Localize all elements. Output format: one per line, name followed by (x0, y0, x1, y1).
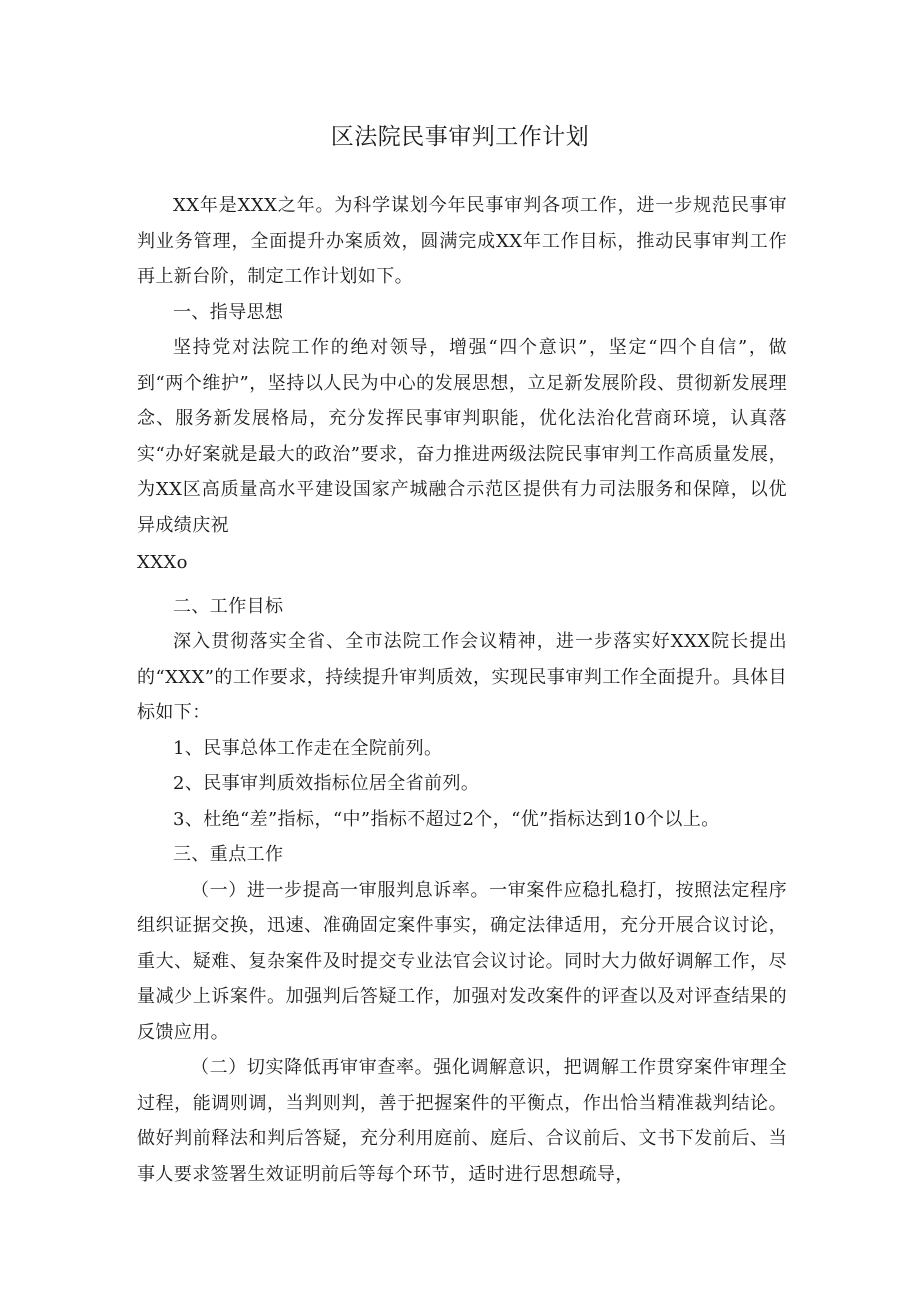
goal-item-3: 3、杜绝“差”指标，“中”指标不超过2个，“优”指标达到10个以上。 (173, 808, 720, 830)
section-heading-guiding: 一、指导思想 (173, 301, 284, 323)
section-heading-key-work: 三、重点工作 (173, 844, 284, 865)
key-work-item-2: （二）切实降低再审审查率。强化调解意识，把调解工作贯穿案件审理全过程，能调则调，当判则判，善于把握案件的平衡点，作出恰当精准裁判结论。做好判前释法和判后答疑，充分利用庭前、庭后、合议前后、文书下发前后、当事人要求签署生效证明前后等每个环节，适时进行思想疏导， (137, 1057, 787, 1185)
intro-paragraph: XX年是XXX之年。为科学谋划今年民事审判各项工作，进一步规范民事审判业务管理，全面提升办案质效，圆满完成XX年工作目标，推动民事审判工作再上新台阶，制定工作计划如下。 (137, 195, 787, 287)
goal-item-1: 1、民事总体工作走在全院前列。 (173, 737, 443, 759)
document-body (137, 188, 787, 1192)
section-heading-goals: 二、工作目标 (173, 595, 284, 617)
goal-item-2: 2、民事审判质效指标位居全省前列。 (173, 773, 480, 794)
guiding-paragraph: 坚持党对法院工作的绝对领导，增强“四个意识”，坚定“四个自信”，做到“两个维护”，坚持以人民为中心的发展思想，立足新发展阶段、贯彻新发展理念、服务新发展格局，充分发挥民事审判职能，优化法治化营商环境，认真落实“办好案就是最大的政治”要求，奋力推进两级法院民事审判工作高质量发展，为XX区高质量高水平建设国家产城融合示范区提供有力司法服务和保障，以优异成绩庆祝 (137, 337, 787, 536)
guiding-paragraph-tail: XXXo (137, 552, 188, 573)
document-title: 区法院民事审判工作计划 (330, 124, 590, 150)
key-work-item-1: （一）进一步提高一审服判息诉率。一审案件应稳扎稳打，按照法定程序组织证据交换，迅速、准确固定案件事实，确定法律适用，充分开展合议讨论，重大、疑难、复杂案件及时提交专业法官会议讨论。同时大力做好调解工作，尽量减少上诉案件。加强判后答疑工作，加强对发改案件的评查以及对评查结果的反馈应用。 (137, 879, 787, 1043)
goals-paragraph: 深入贯彻落实全省、全市法院工作会议精神，进一步落实好XXX院长提出的“XXX”的工作要求，持续提升审判质效，实现民事审判工作全面提升。具体目标如下： (137, 631, 787, 723)
